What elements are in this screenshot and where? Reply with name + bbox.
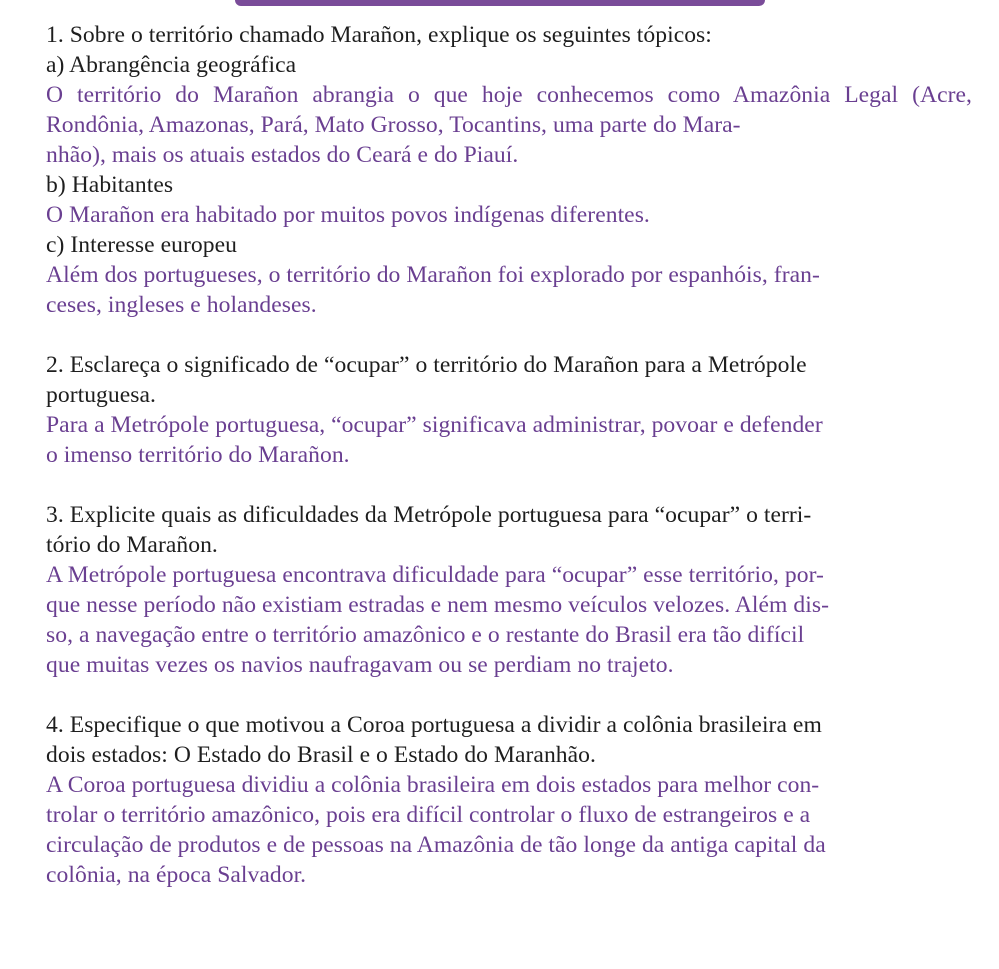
question-4-section <box>46 710 972 890</box>
question-3-section <box>46 500 972 680</box>
question-3-text: 3. Explicite quais as dificuldades da Metrópole portuguesa para “ocupar” o terri- tório do Marañon. <box>46 502 812 558</box>
question-1a-label: a) Abrangência geográfica <box>46 52 297 78</box>
question-4-answer: A Coroa portuguesa dividiu a colônia brasileira em dois estados para melhor con- trolar o território amazônico, pois era difícil controlar o fluxo de estrangeiros e a circulação de produtos e de pessoas na Amazônia de tão longe da antiga capital da colônia, na época Salvador. <box>46 772 826 888</box>
question-2-section <box>46 350 972 470</box>
question-4-text: 4. Especifique o que motivou a Coroa portuguesa a dividir a colônia brasileira em dois estados: O Estado do Brasil e o Estado do Maranhão. <box>46 712 822 768</box>
question-2-answer: Para a Metrópole portuguesa, “ocupar” significava administrar, povoar e defender o imenso território do Marañon. <box>46 412 823 468</box>
question-1-section <box>46 20 972 320</box>
question-1b-label: b) Habitantes <box>46 172 174 198</box>
question-3-answer: A Metrópole portuguesa encontrava dificuldade para “ocupar” esse território, por- que nesse período não existiam estradas e nem mesmo veículos velozes. Além dis- so, a navegação entre o território amazônico e o restante do Brasil era tão difícil que muitas vezes os navios naufragavam ou se perdiam no trajeto. <box>46 562 829 678</box>
question-1c-label: c) Interesse europeu <box>46 232 237 258</box>
question-1b-answer: O Marañon era habitado por muitos povos indígenas diferentes. <box>46 202 650 228</box>
header-accent-bar <box>235 0 765 6</box>
question-1c-answer: Além dos portugueses, o território do Marañon foi explorado por espanhóis, fran- ceses, ingleses e holandeses. <box>46 262 820 318</box>
question-2-text: 2. Esclareça o significado de “ocupar” o território do Marañon para a Metrópole portuguesa. <box>46 352 807 408</box>
exercise-page <box>46 20 972 890</box>
question-1a-answer: O território do Marañon abrangia o que hoje conhecemos como Amazônia Legal (Acre, Rondônia, Amazonas, Pará, Mato Grosso, Tocantins, uma parte do Mara- nhão), mais os atuais estados do Ceará e do Piauí. <box>46 82 972 168</box>
question-1-text: 1. Sobre o território chamado Marañon, explique os seguintes tópicos: <box>46 22 712 48</box>
